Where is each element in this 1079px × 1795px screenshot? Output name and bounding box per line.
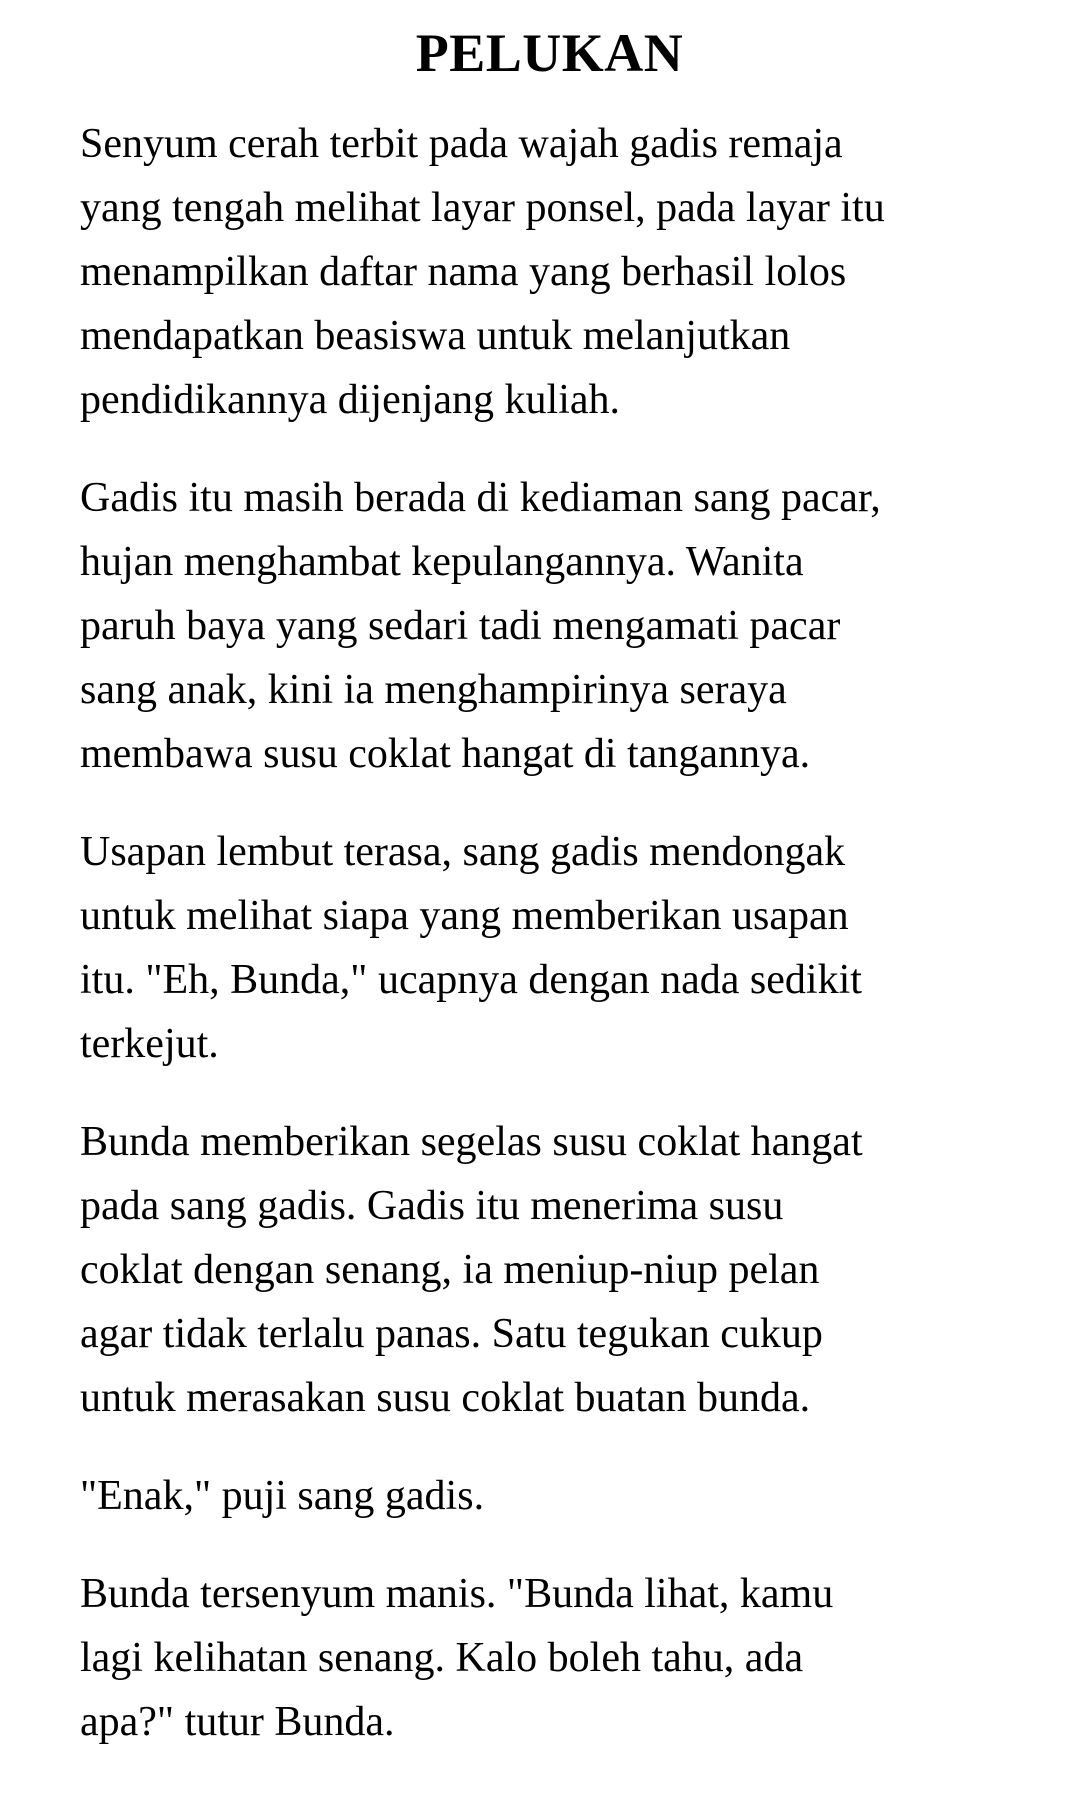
story-paragraph: Bunda memberikan segelas susu coklat hangat pada sang gadis. Gadis itu menerima susu coklat dengan senang, ia meniup-niup pelan agar tidak terlalu panas. Satu tegukan cukup untuk merasakan susu coklat buatan bunda. bbox=[80, 1119, 863, 1421]
story-paragraph: Usapan lembut terasa, sang gadis mendongak untuk melihat siapa yang memberikan usapan itu. "Eh, Bunda," ucapnya dengan nada sedikit terkejut. bbox=[80, 829, 862, 1067]
story-paragraph: Bunda tersenyum manis. "Bunda lihat, kamu lagi kelihatan senang. Kalo boleh tahu, ada apa?" tutur Bunda. bbox=[80, 1571, 834, 1745]
story-paragraph: "Enak," puji sang gadis. bbox=[80, 1473, 485, 1519]
story-paragraph: Gadis itu masih berada di kediaman sang pacar, hujan menghambat kepulangannya. Wanita paruh baya yang sedari tadi mengamati pacar sang anak, kini ia menghampirinya seraya membawa susu coklat hangat di tangannya. bbox=[80, 475, 881, 777]
story-body bbox=[80, 112, 1019, 1754]
story-paragraph: Senyum cerah terbit pada wajah gadis remaja yang tengah melihat layar ponsel, pada layar itu menampilkan daftar nama yang berhasil lolos mendapatkan beasiswa untuk melanjutkan pendidikannya dijenjang kuliah. bbox=[80, 121, 885, 423]
story-title: PELUKAN bbox=[415, 23, 684, 83]
